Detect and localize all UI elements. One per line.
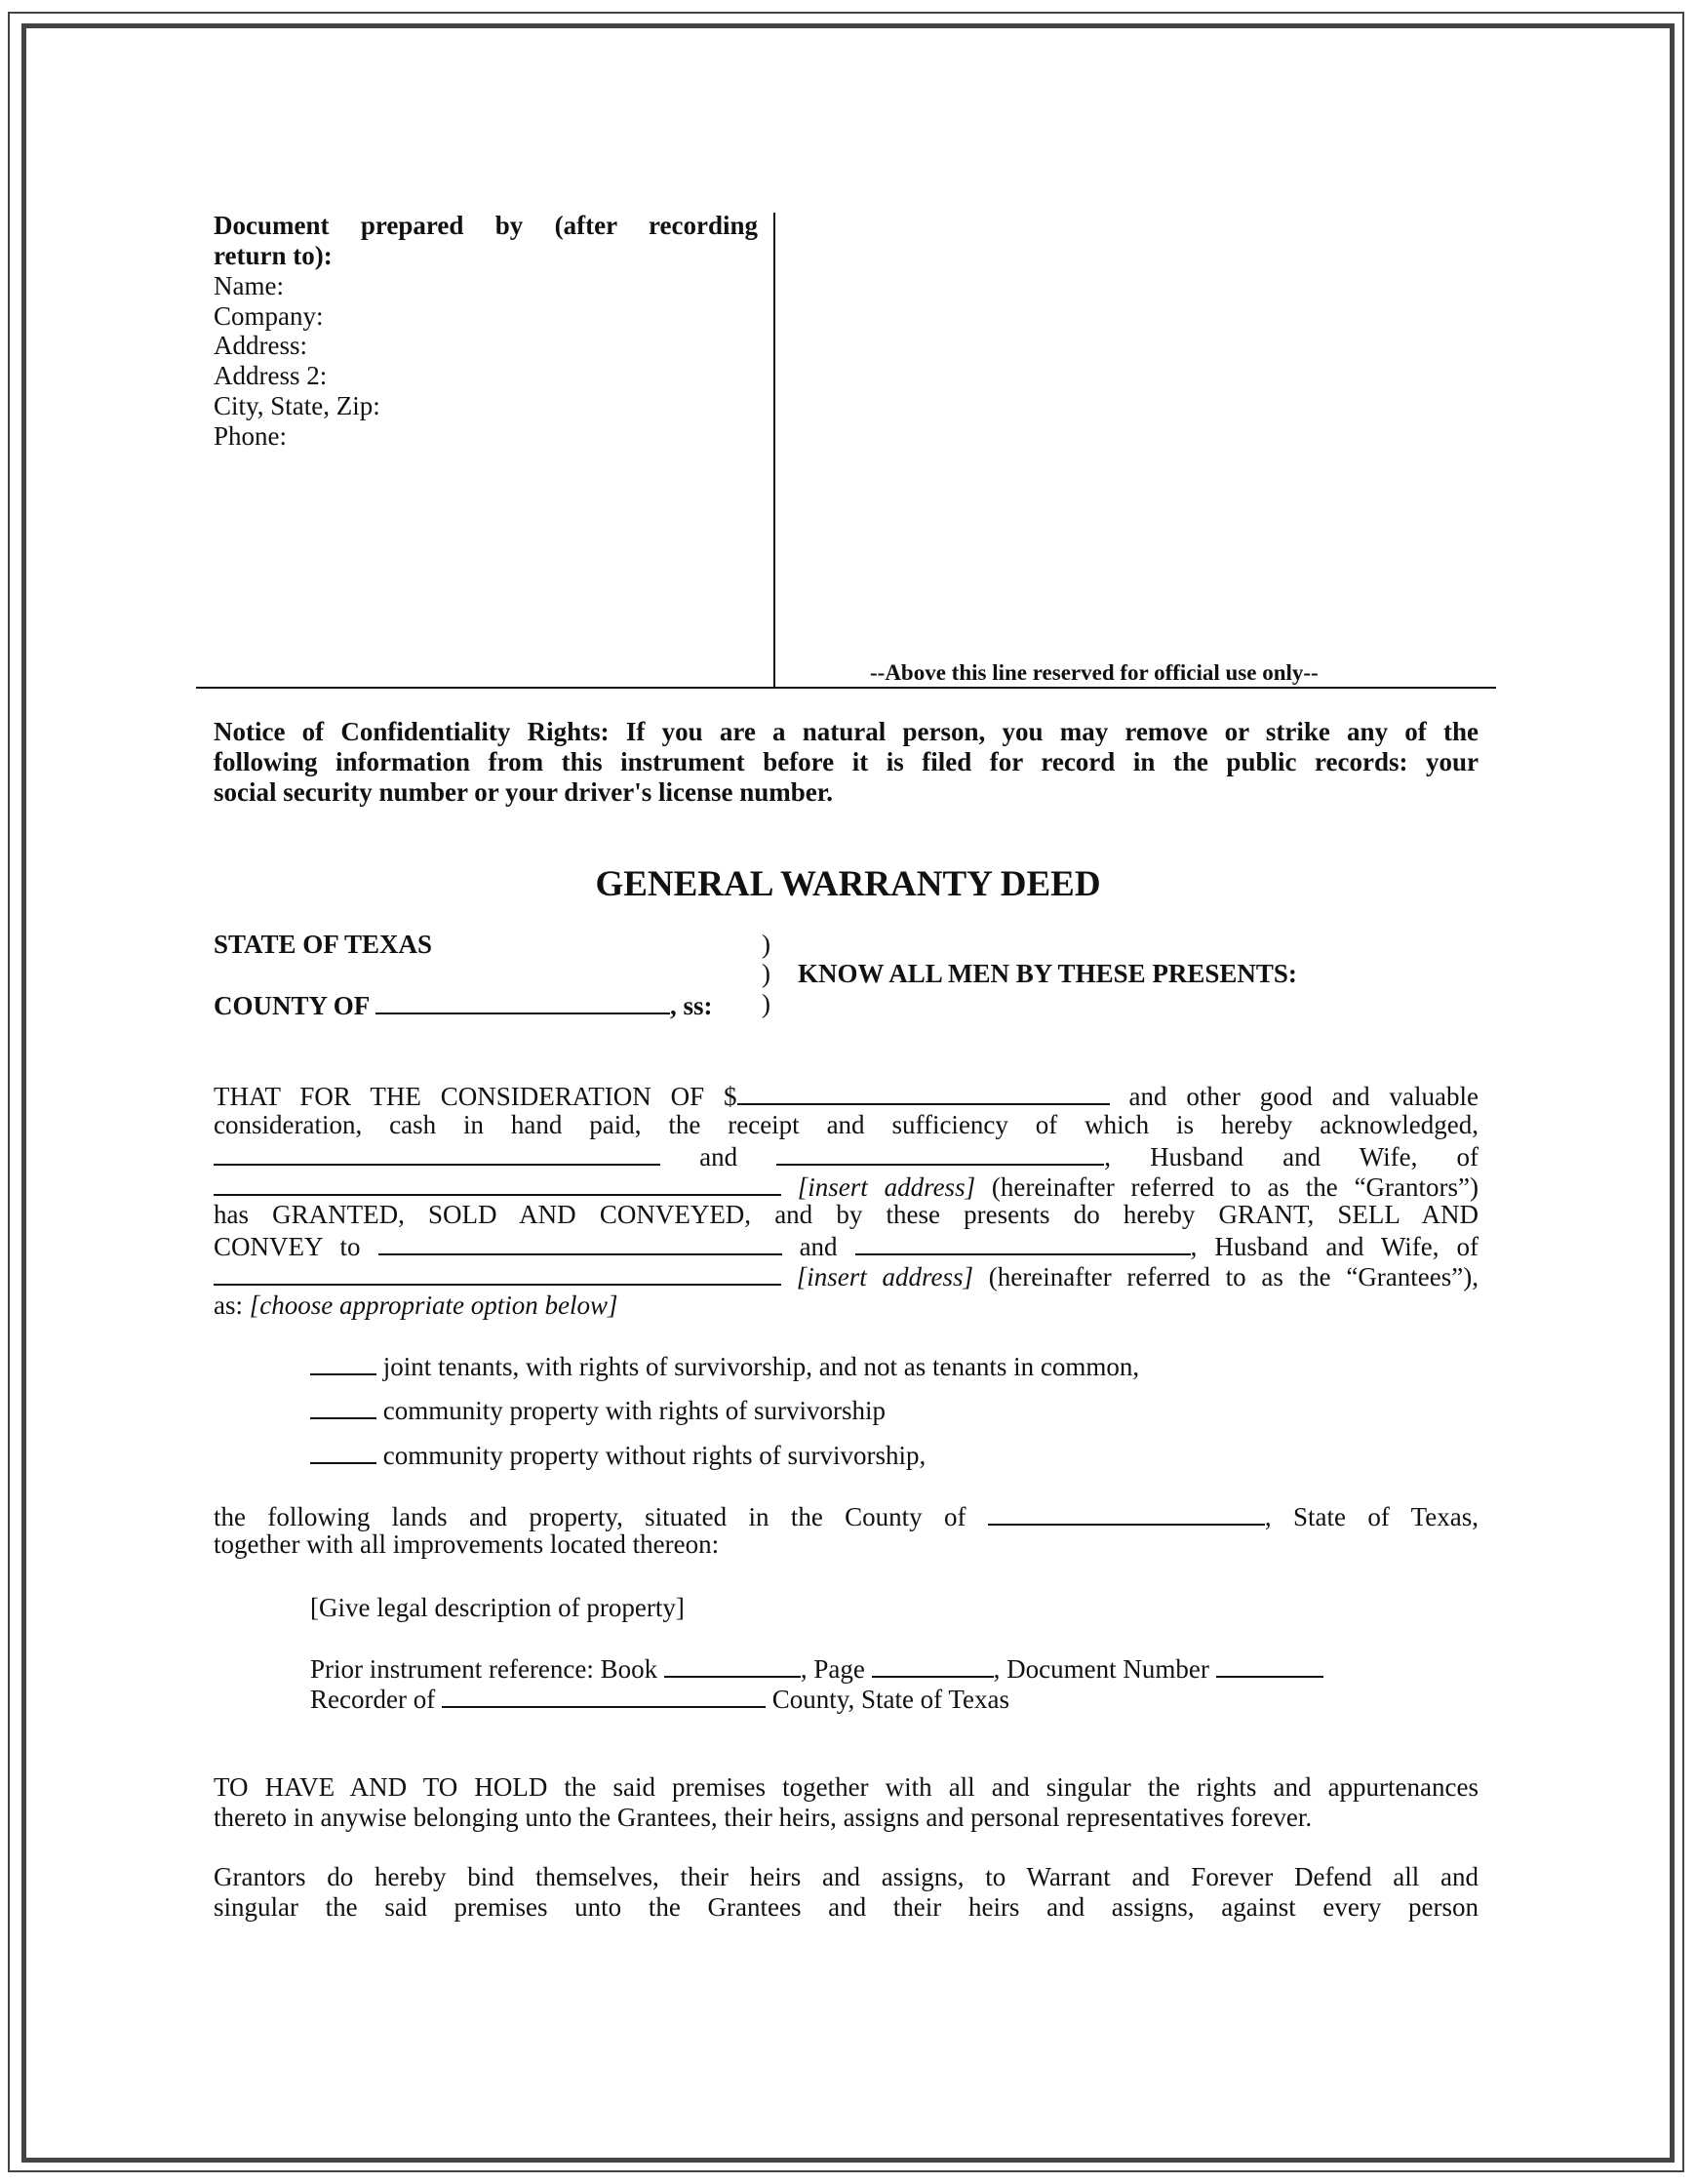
ss-label: , ss:: [670, 991, 713, 1020]
option-blank-1[interactable]: [310, 1350, 376, 1375]
recorder-suffix: County, State of Texas: [771, 1685, 1010, 1714]
document-number-blank[interactable]: [1216, 1652, 1323, 1678]
property-county-blank[interactable]: [988, 1500, 1265, 1526]
consideration-line-2: consideration, cash in hand paid, the receipt and sufficiency of which is hereby acknowledged,: [214, 1110, 1479, 1139]
consideration-line-4: [214, 1171, 1479, 1203]
field-name: Name:: [214, 271, 284, 300]
warranty-line-2: singular the said premises unto the Grantees and their heirs and assigns, against every person: [214, 1892, 1479, 1922]
notice-line-3: social security number or your driver's license number.: [214, 777, 833, 807]
consideration-line-3: [214, 1140, 1479, 1172]
county-of-label: COUNTY OF: [214, 991, 370, 1020]
option-community-without: [310, 1439, 926, 1471]
grantor-2-blank[interactable]: [776, 1140, 1104, 1166]
official-use-note: --Above this line reserved for official use only--: [870, 660, 1319, 685]
property-line-2: together with all improvements located thereon:: [214, 1529, 720, 1559]
recording-divider-vertical: [773, 213, 775, 688]
husband-wife-text: , Husband and Wife, of: [1104, 1142, 1479, 1171]
recorder-county-blank[interactable]: [442, 1683, 766, 1708]
county-of-line: [214, 989, 713, 1021]
property-line-1: [214, 1500, 1479, 1532]
grantor-1-blank[interactable]: [214, 1140, 660, 1166]
option-joint-tenants: [310, 1350, 1139, 1382]
grantee-1-blank[interactable]: [378, 1230, 782, 1255]
property-text-b: , State of Texas,: [1264, 1502, 1479, 1531]
consideration-line-7: [214, 1260, 1479, 1292]
option-text-3: community property without rights of survivorship,: [382, 1441, 927, 1470]
field-city-state-zip: City, State, Zip:: [214, 391, 380, 420]
prior-docnum-label: , Document Number: [993, 1654, 1209, 1684]
know-all-men: KNOW ALL MEN BY THESE PRESENTS:: [798, 959, 1297, 988]
option-text-2: community property with rights of survivorship: [382, 1396, 886, 1425]
and-text-2: and: [799, 1232, 838, 1261]
recorder-line: [310, 1683, 1009, 1715]
insert-address-text: [insert address]: [797, 1172, 976, 1202]
paren-3: ): [762, 989, 770, 1018]
warranty-line-1: Grantors do hereby bind themselves, their heirs and assigns, to Warrant and Forever Defend all and: [214, 1862, 1479, 1891]
field-phone: Phone:: [214, 421, 288, 451]
consideration-line-1: [214, 1080, 1479, 1112]
insert-address-text-2: [insert address]: [796, 1262, 974, 1291]
prior-instrument-line: [310, 1652, 1323, 1685]
grantees-ref-text: (hereinafter referred to as the “Grantees”),: [988, 1262, 1479, 1291]
option-text-1: joint tenants, with rights of survivorship, and not as tenants in common,: [382, 1352, 1140, 1381]
grantors-ref-text: (hereinafter referred to as the “Grantors”): [991, 1172, 1479, 1202]
option-community-with: [310, 1394, 886, 1426]
option-blank-3[interactable]: [310, 1439, 376, 1464]
option-blank-2[interactable]: [310, 1394, 376, 1419]
prepared-by-line-2: return to):: [214, 241, 333, 270]
consideration-text-b: and other good and valuable: [1128, 1082, 1479, 1111]
field-company: Company:: [214, 301, 324, 331]
paren-2: ): [762, 959, 770, 988]
prior-book-label: Prior instrument reference: Book: [310, 1654, 658, 1684]
consideration-line-8: [214, 1291, 618, 1321]
property-text-a: the following lands and property, situated in the County of: [214, 1502, 966, 1531]
paren-1: ): [762, 930, 770, 959]
grantee-address-blank[interactable]: [214, 1260, 781, 1286]
consideration-line-5: has GRANTED, SOLD AND CONVEYED, and by these presents do hereby GRANT, SELL AND: [214, 1200, 1479, 1229]
field-address-2: Address 2:: [214, 361, 328, 390]
notice-line-2: following information from this instrument before it is filed for record in the public records: your: [214, 747, 1479, 776]
document-title: GENERAL WARRANTY DEED: [595, 864, 1101, 904]
county-blank[interactable]: [375, 989, 670, 1014]
consideration-line-6: [214, 1230, 1479, 1262]
grantor-address-blank[interactable]: [214, 1171, 781, 1196]
legal-description: [Give legal description of property]: [310, 1593, 685, 1622]
prepared-by-line-1: Document prepared by (after recording: [214, 211, 758, 240]
recorder-label: Recorder of: [310, 1685, 436, 1714]
habendum-line-1: TO HAVE AND TO HOLD the said premises together with all and singular the rights and appurtenances: [214, 1772, 1479, 1802]
consideration-amount-blank[interactable]: [737, 1080, 1110, 1105]
field-address: Address:: [214, 331, 307, 360]
and-text: and: [699, 1142, 738, 1171]
choose-option-text: [choose appropriate option below]: [249, 1291, 618, 1320]
state-of-texas: STATE OF TEXAS: [214, 930, 433, 959]
prior-page-label: , Page: [800, 1654, 865, 1684]
book-blank[interactable]: [664, 1652, 801, 1678]
page-blank[interactable]: [872, 1652, 994, 1678]
consideration-text-a: THAT FOR THE CONSIDERATION OF $: [214, 1082, 737, 1111]
convey-to-text: CONVEY to: [214, 1232, 361, 1261]
habendum-line-2: thereto in anywise belonging unto the Grantees, their heirs, assigns and personal representatives forever.: [214, 1803, 1313, 1832]
husband-wife-text-2: , Husband and Wife, of: [1190, 1232, 1479, 1261]
grantee-2-blank[interactable]: [855, 1230, 1191, 1255]
as-text: as:: [214, 1291, 243, 1320]
notice-line-1: Notice of Confidentiality Rights: If you are a natural person, you may remove or strike any of the: [214, 717, 1479, 746]
